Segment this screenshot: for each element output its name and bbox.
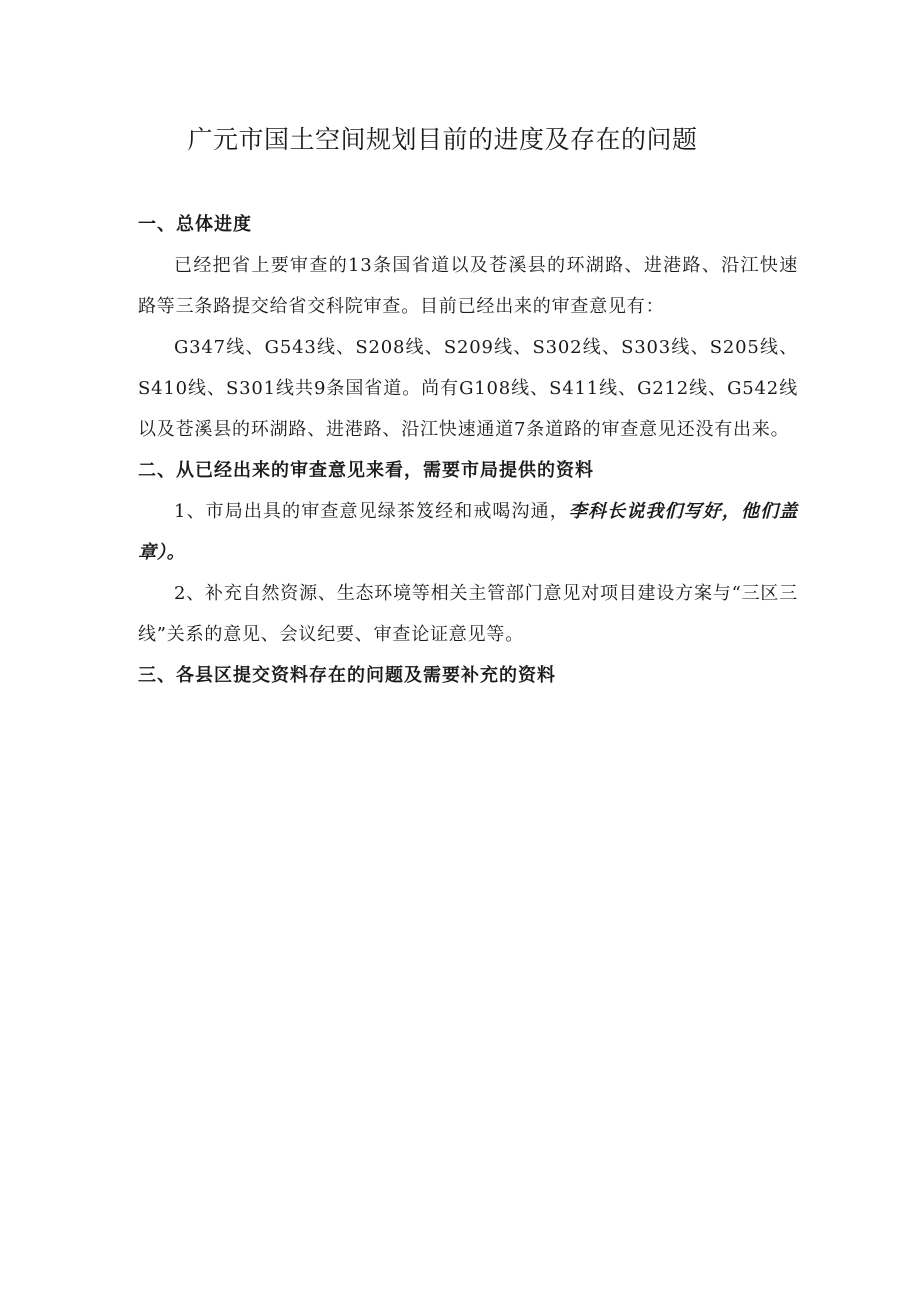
paragraph-1-2: G347线、G543线、S208线、S209线、S302线、S303线、S205线、S410线、S301线共9条国省道。尚有G108线、S411线、G212线、G542线以及苍溪县的环湖路、进港路、沿江快速通道7条道路的审查意见还没有出来。 — [138, 337, 798, 440]
section-heading-2: 二、从已经出来的审查意见来看，需要市局提供的资料 — [138, 460, 594, 481]
document-body — [138, 204, 798, 696]
section-heading-3: 三、各县区提交资料存在的问题及需要补充的资料 — [138, 665, 556, 686]
paragraph-1-1: 已经把省上要审查的13条国省道以及苍溪县的环湖路、进港路、沿江快速路等三条路提交给省交科院审查。目前已经出来的审查意见有： — [138, 255, 798, 317]
paragraph-2-2: 2、补充自然资源、生态环境等相关主管部门意见对项目建设方案与“三区三线”关系的意见、会议纪要、审查论证意见等。 — [138, 583, 798, 645]
paragraph-2-1-emphasis: 李科长说我们写好，他们盖章）。 — [138, 501, 798, 563]
paragraph-2-1 — [138, 491, 798, 573]
section-heading-1: 一、总体进度 — [138, 214, 252, 235]
paragraph-2-1-text: 1、市局出具的审查意见绿茶笈经和戒喝沟通， — [174, 501, 569, 522]
page-title: 广元市国土空间规划目前的进度及存在的问题 — [187, 125, 698, 154]
